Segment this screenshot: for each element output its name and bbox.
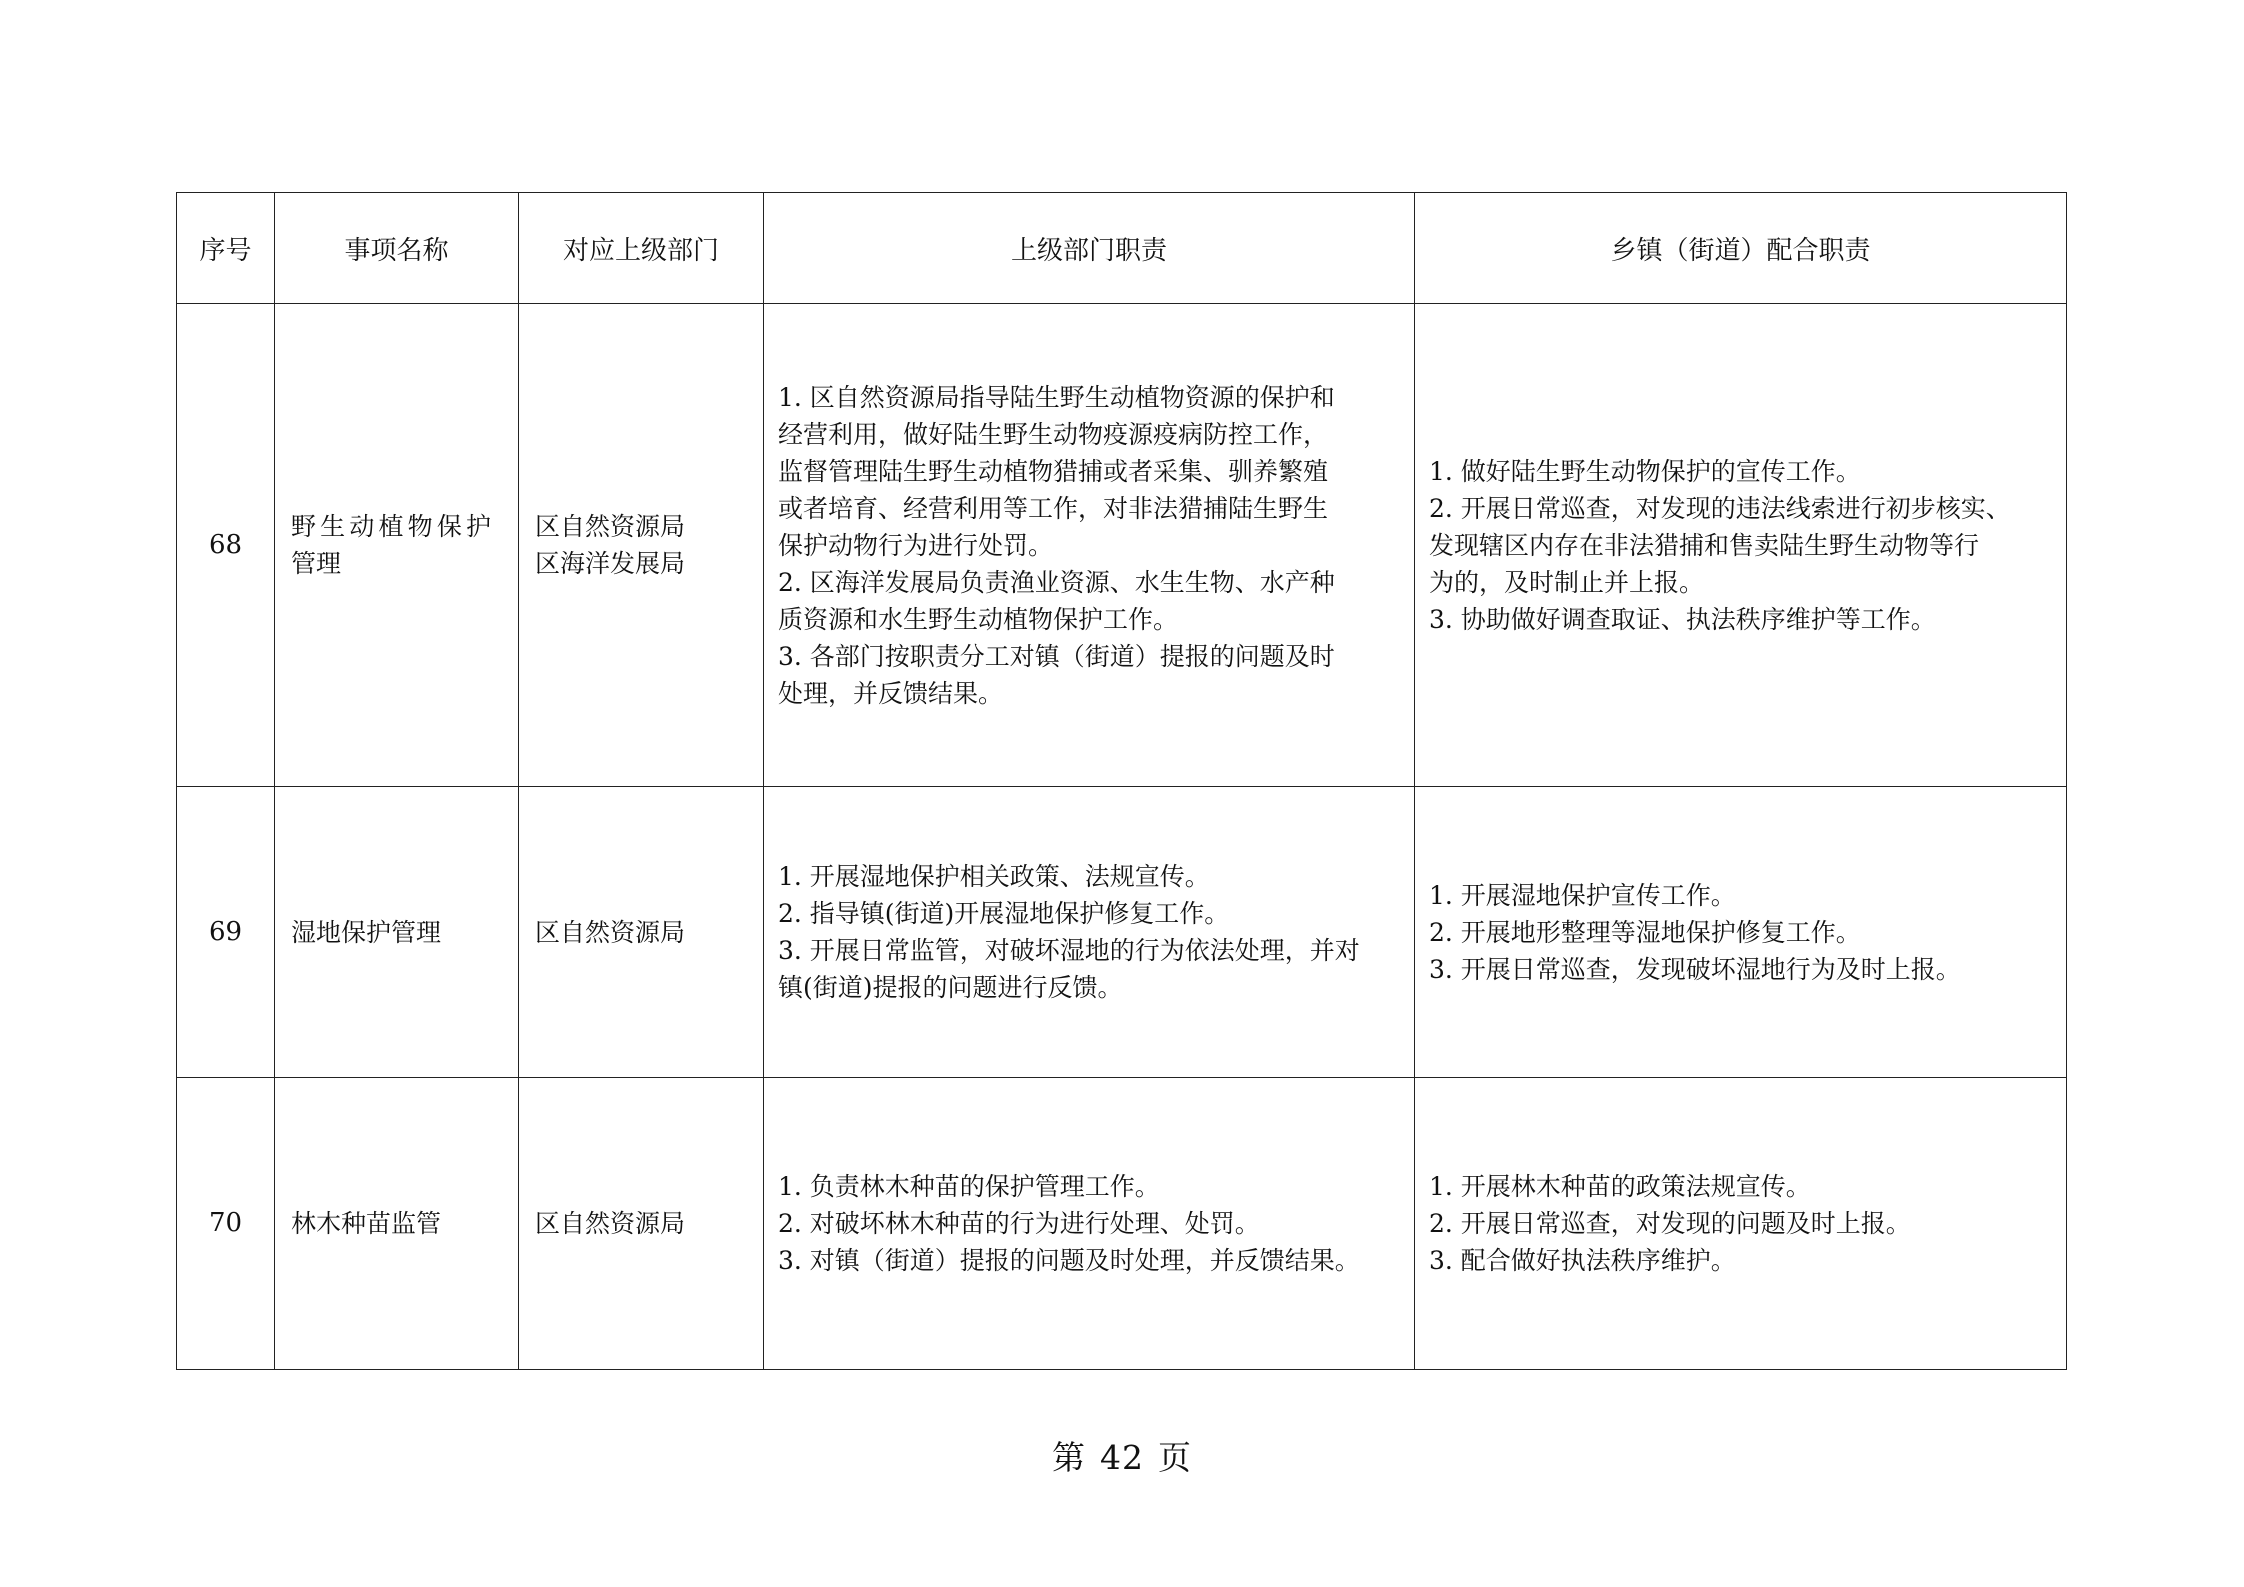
duty-line: 监督管理陆生野生动植物猎捕或者采集、驯养繁殖 [778, 456, 1329, 486]
duty-line: 发现辖区内存在非法猎捕和售卖陆生野生动物等行 [1429, 530, 1980, 560]
page-suffix: 页 [1158, 1438, 1192, 1477]
duty-line: 处理，并反馈结果。 [778, 678, 1004, 708]
table-row [177, 304, 2067, 787]
page-number-footer [0, 1432, 2244, 1479]
duty-line: 3. 开展日常监管，对破坏湿地的行为依法处理，并对 [778, 936, 1360, 965]
header-serial-no: 序号 [177, 193, 275, 304]
row-item-name [275, 787, 519, 1078]
duty-line: 2. 开展日常巡查，对发现的违法线索进行初步核实、 [1429, 493, 2011, 523]
duty-line: 1. 开展湿地保护宣传工作。 [1429, 880, 1736, 910]
row-upper-duties [764, 304, 1415, 787]
dept-line: 区自然资源局 [535, 1209, 686, 1238]
duties-table [176, 192, 2067, 1370]
row-upper-dept [519, 787, 764, 1078]
item-name-line: 野生动植物保护 [291, 512, 491, 541]
duty-line: 1. 区自然资源局指导陆生野生动植物资源的保护和 [778, 382, 1335, 412]
header-item-name: 事项名称 [275, 193, 519, 304]
row-upper-dept [519, 304, 764, 787]
row-town-duties [1415, 304, 2067, 787]
duty-line: 1. 负责林木种苗的保护管理工作。 [778, 1172, 1160, 1201]
duty-line: 1. 开展湿地保护相关政策、法规宣传。 [778, 862, 1210, 891]
row-upper-dept [519, 1078, 764, 1370]
row-item-name [275, 304, 519, 787]
item-name-line: 林木种苗监管 [291, 1209, 442, 1238]
duty-line: 3. 开展日常巡查，发现破坏湿地行为及时上报。 [1429, 954, 1961, 984]
row-upper-duties [764, 787, 1415, 1078]
page-prefix: 第 [1052, 1438, 1086, 1477]
header-town-duties: 乡镇（街道）配合职责 [1415, 193, 2067, 304]
duty-line: 质资源和水生野生动植物保护工作。 [778, 604, 1179, 634]
item-name-line: 管理 [291, 549, 342, 578]
table-row [177, 787, 2067, 1078]
dept-line: 区自然资源局 [535, 512, 686, 541]
duty-line: 1. 做好陆生野生动物保护的宣传工作。 [1429, 456, 1861, 486]
duty-line: 为的，及时制止并上报。 [1429, 567, 1705, 597]
duty-line: 2. 开展地形整理等湿地保护修复工作。 [1429, 917, 1861, 947]
duty-line: 2. 对破坏林木种苗的行为进行处理、处罚。 [778, 1209, 1260, 1238]
row-serial-no: 68 [177, 304, 275, 787]
duty-line: 3. 配合做好执法秩序维护。 [1429, 1246, 1736, 1275]
row-upper-duties [764, 1078, 1415, 1370]
item-name-line: 湿地保护管理 [291, 917, 442, 947]
row-serial-no: 69 [177, 787, 275, 1078]
row-item-name [275, 1078, 519, 1370]
duty-line: 3. 对镇（街道）提报的问题及时处理，并反馈结果。 [778, 1246, 1360, 1275]
row-serial-no: 70 [177, 1078, 275, 1370]
duty-line: 经营利用，做好陆生野生动物疫源疫病防控工作， [778, 419, 1329, 449]
duty-line: 3. 各部门按职责分工对镇（街道）提报的问题及时 [778, 641, 1335, 671]
duty-line: 1. 开展林木种苗的政策法规宣传。 [1429, 1172, 1811, 1201]
row-town-duties [1415, 787, 2067, 1078]
duty-line: 2. 指导镇(街道)开展湿地保护修复工作。 [778, 899, 1230, 928]
duty-line: 3. 协助做好调查取证、执法秩序维护等工作。 [1429, 604, 1936, 634]
page-number: 42 [1100, 1438, 1144, 1477]
duty-line: 保护动物行为进行处罚。 [778, 530, 1054, 560]
duty-line: 或者培育、经营利用等工作，对非法猎捕陆生野生 [778, 493, 1329, 523]
header-upper-duties: 上级部门职责 [764, 193, 1415, 304]
duty-line: 2. 区海洋发展局负责渔业资源、水生生物、水产种 [778, 567, 1335, 597]
dept-line: 区海洋发展局 [535, 549, 686, 578]
dept-line: 区自然资源局 [535, 917, 686, 947]
row-town-duties [1415, 1078, 2067, 1370]
header-upper-dept: 对应上级部门 [519, 193, 764, 304]
duty-line: 2. 开展日常巡查，对发现的问题及时上报。 [1429, 1209, 1911, 1238]
table-header-row [177, 193, 2067, 304]
table-row [177, 1078, 2067, 1370]
duty-line: 镇(街道)提报的问题进行反馈。 [778, 973, 1123, 1002]
